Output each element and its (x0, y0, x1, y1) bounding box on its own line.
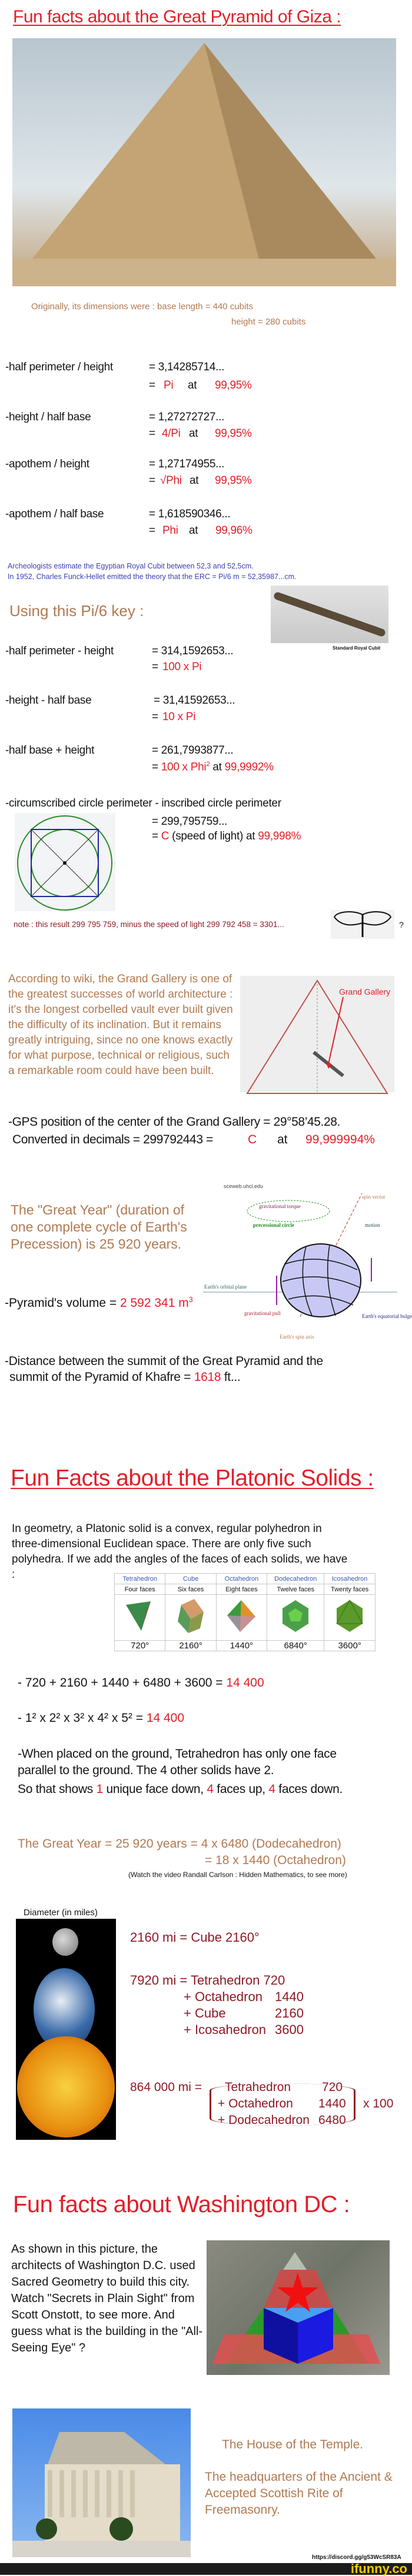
gps-at: at (277, 1133, 288, 1146)
sun-row-value: 720 (322, 2080, 343, 2094)
solid-faces: Twenty faces (324, 1584, 376, 1595)
great-year-line-2: = 18 x 1440 (Octahedron) (205, 1854, 346, 1867)
ratio-value: = 3,14285714... (149, 361, 225, 373)
solid-shape (115, 1595, 165, 1641)
polyhedron-icon (277, 1598, 314, 1635)
ratio-label: -apothem / half base (5, 508, 104, 520)
solid-faces: Eight faces (216, 1584, 267, 1595)
equals: = (149, 474, 155, 487)
circle-row-result: = C (speed of light) at 99,998% (152, 830, 301, 842)
solid-shape (267, 1595, 324, 1641)
question-mark: ? (399, 920, 404, 929)
ratio-constant: √Phi (160, 474, 182, 487)
ratio-percent: 99,96% (215, 524, 252, 537)
precession-diagram (203, 1193, 412, 1346)
ratio-value: = 1,27272727... (149, 411, 225, 423)
dc-text: As shown in this picture, the architects of Washington D.C. used Sacred Geometry to build this city. Watch "Secrets in Plain Sight" from Scott Onstott, to see more. And guess what is the building in the "All-Seeing Eye" ? (11, 2243, 203, 2354)
cicada-image (331, 910, 394, 939)
at-label: at (189, 427, 198, 440)
watch-note: (Watch the video Randall Carlson : Hidden Mathematics, to see more) (128, 1871, 347, 1879)
great-year-line-1: The Great Year = 25 920 years = 4 x 6480 (Dodecahedron) (18, 1837, 341, 1851)
at-label: at (190, 474, 199, 487)
ratio-label: -half perimeter / height (5, 361, 113, 373)
dims-line-1: Originally, its dimensions were : base length = 440 cubits (31, 302, 253, 312)
equals: = (152, 661, 158, 673)
giza-title: Fun facts about the Great Pyramid of Giza : (13, 7, 341, 26)
ratio-value: = 1,27174955... (149, 458, 225, 470)
solid-angle: 3600° (324, 1641, 376, 1651)
gravitational-pull-label: gravitational pull (244, 1310, 281, 1316)
grand-gallery-label: Grand Gallery (339, 987, 391, 996)
ratio-value: = 1,618590346... (149, 508, 231, 520)
volume-row: -Pyramid's volume = 2 592 341 $m^3$ (5, 1296, 193, 1310)
key-row-value: = 31,41592653... (154, 694, 235, 707)
key-row-label: -height - half base (5, 694, 92, 707)
sun-row-value: 6480 (318, 2113, 346, 2127)
ratio-percent: 99,95% (215, 427, 252, 440)
ratio-constant: Pi (164, 379, 174, 392)
precessional-circle-label: precessional circle (253, 1222, 294, 1228)
solid-angle: 6840° (267, 1641, 324, 1651)
earth-row: + Octahedron (184, 1989, 263, 2004)
sun-row: + Dodecahedron (218, 2113, 310, 2127)
ratio-percent: 99,95% (215, 474, 252, 487)
source-label: sceweb.uhcl.edu (224, 1183, 264, 1189)
ratio-label: -height / half base (5, 411, 91, 423)
solid-angle: 720° (115, 1641, 165, 1651)
earth-row: + Cube (184, 2006, 226, 2020)
gps-percent: 99,999994% (305, 1133, 375, 1146)
dims-line-2: height = 280 cubits (231, 317, 306, 327)
solid-name: Tetrahedron (115, 1574, 165, 1584)
circles-square-diagram (15, 813, 115, 911)
gps-line-1: -GPS position of the center of the Grand Gallery = 29°58’45.28. (8, 1115, 340, 1129)
dc-title: Fun facts about Washington DC : (13, 2192, 350, 2217)
solid-shape (324, 1595, 376, 1641)
key-row-result: 10 x Pi (162, 711, 195, 723)
ground-line-1: -When placed on the ground, Tetrahedron has only one face (18, 1747, 337, 1761)
moon (52, 1928, 78, 1956)
polyhedron-icon (172, 1598, 210, 1635)
cicada-note: note : this result 299 795 759, minus the speed of light 299 792 458 = 3301... (14, 920, 284, 929)
moon-earth-sun-image (16, 1919, 116, 2140)
grand-gallery-text: According to wiki, the Grand Gallery is one of the greatest successes of world architecture : it's the longest corbelled vault ever built given the difficulty of its inclination. But it remains greatly intriguing, since no one knows exactly for what purpose, technical or religious, such a remarkable room could have been built. (8, 973, 233, 1077)
solid-shape (165, 1595, 216, 1641)
ratio-label: -apothem / height (5, 458, 89, 470)
solid-name: Octahedron (216, 1574, 267, 1584)
platonic-intro: In geometry, a Platonic solid is a convex, regular polyhedron in three-dimensional Euclidean space. There are only five such polyhedra. If we add the angles of the faces of each solids, we have : (12, 1523, 348, 1581)
earth-row: + Icosahedron (184, 2022, 267, 2037)
spin-vector-label: spin vector (362, 1194, 386, 1200)
diameter-label: Diameter (in miles) (24, 1908, 98, 1918)
ratio-constant: Phi (162, 524, 178, 537)
key-row-label: -half perimeter - height (5, 645, 114, 657)
cubit-caption: Standard Royal Cubit (333, 645, 381, 651)
sun-row: Tetrahedron (225, 2080, 291, 2094)
phi-row-label: -half base + height (5, 744, 95, 757)
sun-multiplier: x 100 (363, 2097, 394, 2110)
torque-label: gravitational torque (259, 1203, 301, 1209)
table-header-row (115, 1574, 376, 1584)
orbital-plane-label: Earth's orbital plane (204, 1284, 247, 1290)
moon-equation: 2160 mi = Cube 2160° (130, 1930, 260, 1945)
ifunny-logo: ifunny.co (350, 2561, 407, 2576)
equals: = (152, 711, 158, 723)
ratio-constant: 4/Pi (162, 427, 181, 440)
key-row-result: 100 x Pi (162, 661, 202, 673)
squares-product: - 1² x 2² x 3² x 4² x 5² = 14 400 (18, 1711, 185, 1725)
phi-row-value: = 261,7993877... (152, 744, 234, 757)
table-shapes-row (115, 1595, 376, 1641)
ratio-percent: 99,95% (215, 379, 252, 392)
sun-row-value: 1440 (318, 2097, 346, 2110)
earth-equation: 7920 mi = Tetrahedron 720 (130, 1973, 285, 1988)
platonic-solids-table (114, 1573, 376, 1651)
solid-name: Icosahedron (324, 1574, 376, 1584)
solid-faces: Six faces (165, 1584, 216, 1595)
table-angles-row (115, 1641, 376, 1651)
distance-line-2: summit of the Pyramid of Khafre = 1618 ft... (9, 1370, 241, 1384)
solid-faces: Four faces (115, 1584, 165, 1595)
table-faces-row (115, 1584, 376, 1595)
grand-gallery-diagram (240, 976, 394, 1092)
solid-faces: Twelve faces (267, 1584, 324, 1595)
angle-sum: - 720 + 2160 + 1440 + 6480 + 3600 = 14 400 (18, 1676, 264, 1690)
gps-line-2: Converted in decimals = 299792443 = (12, 1133, 213, 1146)
equatorial-bulge-label: Earth's equatorial bulge (362, 1313, 412, 1319)
ground-line-2: parallel to the ground. The 4 other solids have 2. (18, 1764, 274, 1777)
platonic-title: Fun Facts about the Platonic Solids : (11, 1466, 374, 1491)
royal-cubit-photo (271, 586, 388, 643)
sun (17, 2036, 115, 2137)
equals: = (149, 427, 155, 440)
polyhedron-icon (331, 1598, 368, 1635)
earth-row-value: 3600 (275, 2022, 304, 2037)
cubit-note-2: In 1952, Charles Funck-Hellet emitted the theory that the ERC = Pi/6 m = 52,35987...cm. (8, 573, 297, 581)
equals: = (149, 524, 155, 537)
discord-link[interactable]: https://discord.gg/g53WcSR83A (312, 2554, 401, 2561)
equals: = (149, 379, 155, 392)
great-pyramid-photo (12, 38, 396, 286)
circle-row-value: = 299,795759... (152, 815, 228, 828)
solid-angle: 1440° (216, 1641, 267, 1651)
earth-row-value: 1440 (275, 1989, 304, 2004)
washington-map-image (207, 2240, 390, 2375)
polyhedron-icon (121, 1598, 159, 1635)
faces-summary: So that shows 1 unique face down, 4 faces up, 4 faces down. (18, 1782, 343, 1796)
headquarters-caption: The headquarters of the Ancient & Accepted Scottish Rite of Freemasonry. (205, 2470, 393, 2517)
distance-line-1: -Distance between the summit of the Great Pyramid and the (5, 1354, 323, 1368)
great-year-text: The "Great Year" (duration of one complete cycle of Earth's Precession) is 25 920 years. (11, 1202, 187, 1252)
at-label: at (189, 524, 198, 537)
key-heading: Using this Pi/6 key : (9, 602, 144, 620)
circle-row-label: -circumscribed circle perimeter - inscribed circle perimeter (5, 797, 281, 809)
key-row-value: = 314,1592653... (152, 645, 234, 657)
earth-row-value: 2160 (275, 2006, 304, 2020)
polyhedron-icon (222, 1598, 260, 1635)
house-of-the-temple-photo (12, 2408, 191, 2557)
gps-c: C (248, 1133, 257, 1146)
sun-row: + Octahedron (218, 2097, 293, 2110)
solid-angle: 2160° (165, 1641, 216, 1651)
solid-shape (216, 1595, 267, 1641)
sun-equation: 864 000 mi = (130, 2080, 202, 2094)
at-label: at (188, 379, 197, 392)
motion-label: motion (365, 1222, 380, 1228)
spin-axis-label: Earth's spin axis (280, 1334, 314, 1340)
temple-caption: The House of the Temple. (222, 2438, 364, 2451)
ifunny-bar (0, 2563, 412, 2575)
cubit-note-1: Archeologists estimate the Egyptian Royal Cubit between 52,3 and 52,5cm. (8, 562, 254, 570)
solid-name: Dodecahedron (267, 1574, 324, 1584)
solid-name: Cube (165, 1574, 216, 1584)
phi-row-result: = 100 x Phi$^2$ at 99,9992% (152, 761, 274, 774)
